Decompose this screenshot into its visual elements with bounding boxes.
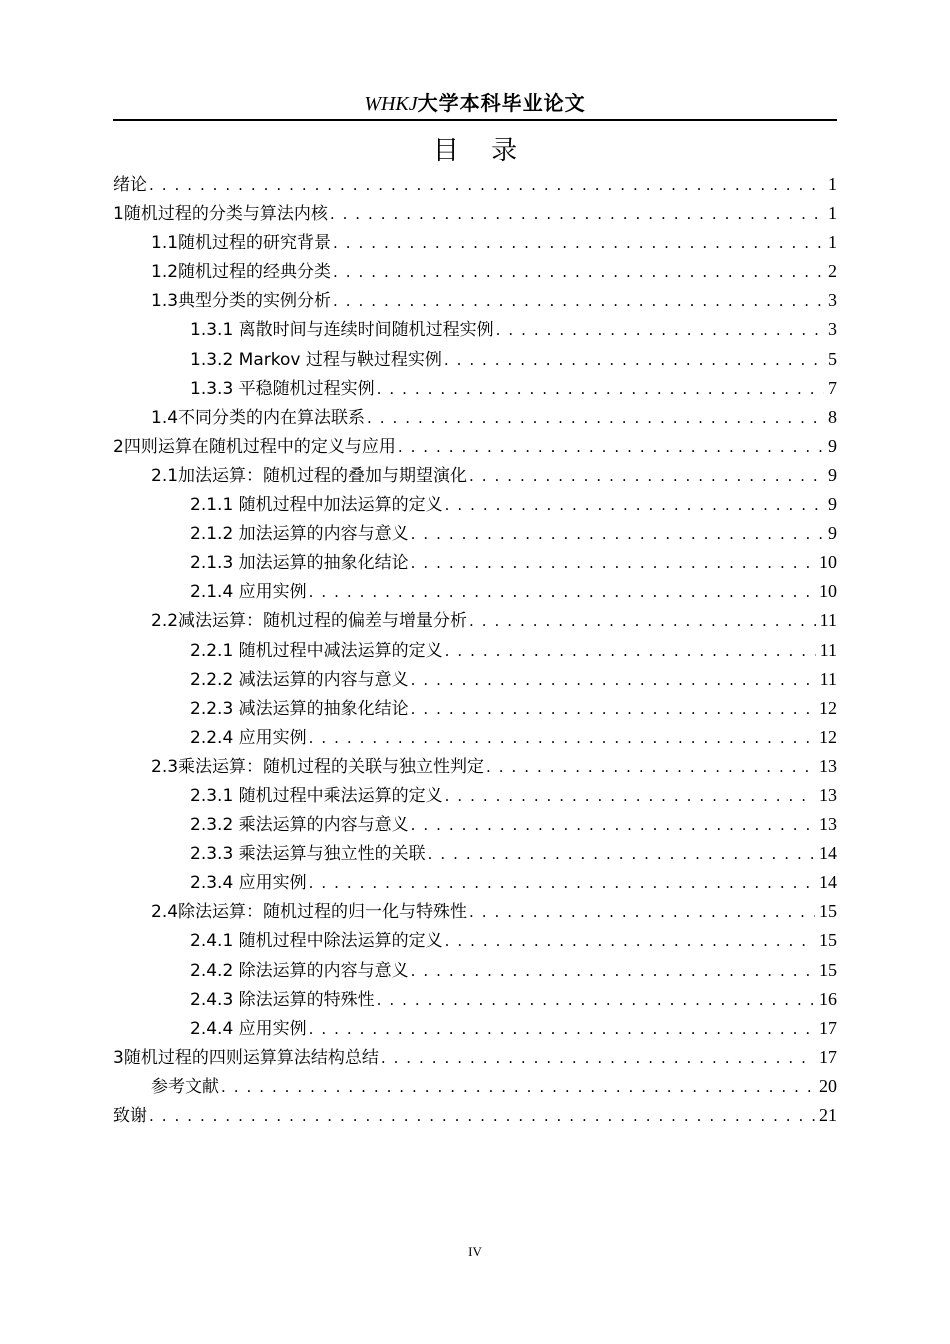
toc-entry-title: 绪论 [113,175,147,195]
toc-entry-title: 2.3乘法运算：随机过程的关联与独立性判定 [151,756,485,777]
dot-leader [333,263,824,281]
toc-entry-page: 9 [828,435,837,456]
toc-entry[interactable] [113,1101,837,1130]
toc-entry[interactable] [113,403,837,432]
toc-entry-title: 2四则运算在随机过程中的定义与应用 [113,436,396,457]
dot-leader [221,1078,815,1096]
table-of-contents [113,170,837,1130]
toc-entry[interactable] [113,519,837,548]
dot-leader [445,787,815,805]
toc-entry-page: 11 [819,639,837,660]
toc-entry-title: 2.2.4 应用实例 [190,727,307,748]
toc-entry[interactable] [113,432,837,461]
toc-entry[interactable] [113,781,837,810]
toc-entry[interactable] [113,665,837,694]
toc-entry-title: 2.3.2 乘法运算的内容与意义 [190,815,409,836]
dot-leader [411,700,815,718]
toc-entry[interactable] [113,490,837,519]
toc-entry-title: 2.3.3 乘法运算与独立性的关联 [190,844,426,865]
toc-entry[interactable] [113,897,837,926]
toc-entry-page: 14 [819,843,837,864]
toc-title: 目 录 [432,136,530,166]
toc-entry-page: 7 [828,377,837,398]
toc-entry[interactable] [113,723,837,752]
dot-leader [445,932,815,950]
toc-entry[interactable] [113,810,837,839]
dot-leader [486,758,815,776]
toc-entry-title: 2.1加法运算：随机过程的叠加与期望演化 [151,465,468,486]
toc-entry-page: 12 [819,697,837,718]
toc-entry-page: 1 [828,203,837,224]
toc-entry[interactable] [113,199,837,228]
toc-entry-page: 11 [819,668,837,689]
toc-entry-page: 10 [819,581,837,602]
toc-entry-title: 2.2.3 减法运算的抽象化结论 [190,698,409,719]
toc-entry-page: 13 [819,755,837,776]
toc-entry-page: 13 [819,784,837,805]
toc-entry[interactable] [113,170,837,199]
toc-entry-page: 3 [828,290,837,311]
toc-entry-page: 15 [819,901,837,922]
toc-entry[interactable] [113,577,837,606]
dot-leader [377,991,815,1009]
header-abbrev: WHKJ [364,93,418,115]
dot-leader [377,380,824,398]
toc-entry-title: 1.4不同分类的内在算法联系 [151,407,366,428]
toc-entry[interactable] [113,694,837,723]
toc-entry-page: 9 [828,464,837,485]
toc-entry-title: 2.2减法运算：随机过程的偏差与增量分析 [151,611,468,632]
header-rule [113,119,837,121]
dot-leader [445,642,816,660]
toc-entry-title: 3随机过程的四则运算算法结构总结 [113,1047,379,1068]
dot-leader [469,612,816,630]
toc-entry-page: 9 [828,494,837,515]
toc-entry-page: 15 [819,959,837,980]
toc-entry-title: 1随机过程的分类与算法内核 [113,204,328,225]
toc-entry[interactable] [113,345,837,374]
dot-leader [149,1107,815,1125]
toc-entry-title: 2.4.2 除法运算的内容与意义 [190,960,409,981]
toc-entry-page: 14 [819,872,837,893]
toc-entry[interactable] [113,606,837,635]
toc-entry[interactable] [113,839,837,868]
toc-entry[interactable] [113,1014,837,1043]
toc-entry-title: 参考文献 [151,1076,219,1097]
dot-leader [411,671,816,689]
toc-entry-page: 3 [828,319,837,340]
toc-entry-page: 1 [828,232,837,253]
dot-leader [411,554,815,572]
header-title: 大学本科毕业论文 [417,91,586,115]
dot-leader [149,176,824,194]
toc-entry[interactable] [113,461,837,490]
toc-entry-title: 2.3.4 应用实例 [190,873,307,894]
dot-leader [333,234,824,252]
toc-entry[interactable] [113,1043,837,1072]
toc-entry-page: 10 [819,552,837,573]
dot-leader [469,467,824,485]
toc-entry-page: 17 [819,1046,837,1067]
dot-leader [398,438,824,456]
toc-entry[interactable] [113,752,837,781]
toc-entry-title: 1.3.2 Markov 过程与鞅过程实例 [190,349,442,370]
toc-entry-title: 2.2.2 减法运算的内容与意义 [190,669,409,690]
dot-leader [330,205,824,223]
toc-entry[interactable] [113,286,837,315]
toc-entry[interactable] [113,548,837,577]
dot-leader [469,903,815,921]
toc-entry-page: 5 [828,348,837,369]
dot-leader [496,321,824,339]
toc-entry-title: 2.4.1 随机过程中除法运算的定义 [190,931,443,952]
dot-leader [309,874,815,892]
dot-leader [411,525,824,543]
toc-entry-page: 12 [819,726,837,747]
toc-entry-title: 1.1随机过程的研究背景 [151,233,332,254]
toc-entry-title: 2.1.2 加法运算的内容与意义 [190,524,409,545]
dot-leader [309,1020,815,1038]
toc-entry[interactable] [113,315,837,344]
toc-entry[interactable] [113,636,837,665]
toc-entry-title: 2.2.1 随机过程中减法运算的定义 [190,640,443,661]
dot-leader [411,816,815,834]
toc-entry-title: 2.4.3 除法运算的特殊性 [190,989,375,1010]
toc-entry-page: 9 [828,523,837,544]
toc-entry-page: 16 [819,988,837,1009]
running-header [113,88,837,119]
toc-entry-page: 21 [819,1105,837,1125]
toc-entry-page: 8 [828,406,837,427]
toc-entry-title: 1.3.3 平稳随机过程实例 [190,378,375,399]
dot-leader [445,496,824,514]
dot-leader [381,1049,815,1067]
toc-entry-page: 15 [819,930,837,951]
toc-entry[interactable] [113,374,837,403]
dot-leader [333,292,824,310]
toc-entry-page: 2 [828,261,837,282]
toc-entry-title: 1.2随机过程的经典分类 [151,262,332,283]
toc-entry-title: 2.4.4 应用实例 [190,1018,307,1039]
toc-entry-page: 11 [819,610,837,631]
toc-entry[interactable] [113,1072,837,1101]
toc-entry-title: 2.1.4 应用实例 [190,582,307,603]
toc-entry-page: 13 [819,814,837,835]
toc-entry-title: 2.1.1 随机过程中加法运算的定义 [190,495,443,516]
dot-leader [428,845,815,863]
page-number: IV [468,1244,482,1259]
toc-entry-page: 17 [819,1017,837,1038]
toc-entry[interactable] [113,228,837,257]
dot-leader [411,962,815,980]
toc-entry-title: 致谢 [113,1106,147,1126]
toc-entry[interactable] [113,956,837,985]
toc-entry-title: 1.3典型分类的实例分析 [151,291,332,312]
dot-leader [444,351,824,369]
toc-entry-title: 1.3.1 离散时间与连续时间随机过程实例 [190,320,494,341]
toc-entry[interactable] [113,868,837,897]
dot-leader [309,583,815,601]
toc-entry-title: 2.1.3 加法运算的抽象化结论 [190,553,409,574]
toc-entry-page: 20 [819,1075,837,1096]
toc-entry-title: 2.3.1 随机过程中乘法运算的定义 [190,785,443,806]
toc-entry[interactable] [113,985,837,1014]
dot-leader [367,409,824,427]
dot-leader [309,729,815,747]
toc-entry[interactable] [113,926,837,955]
toc-entry-page: 1 [828,174,837,194]
toc-entry[interactable] [113,257,837,286]
toc-entry-title: 2.4除法运算：随机过程的归一化与特殊性 [151,902,468,923]
